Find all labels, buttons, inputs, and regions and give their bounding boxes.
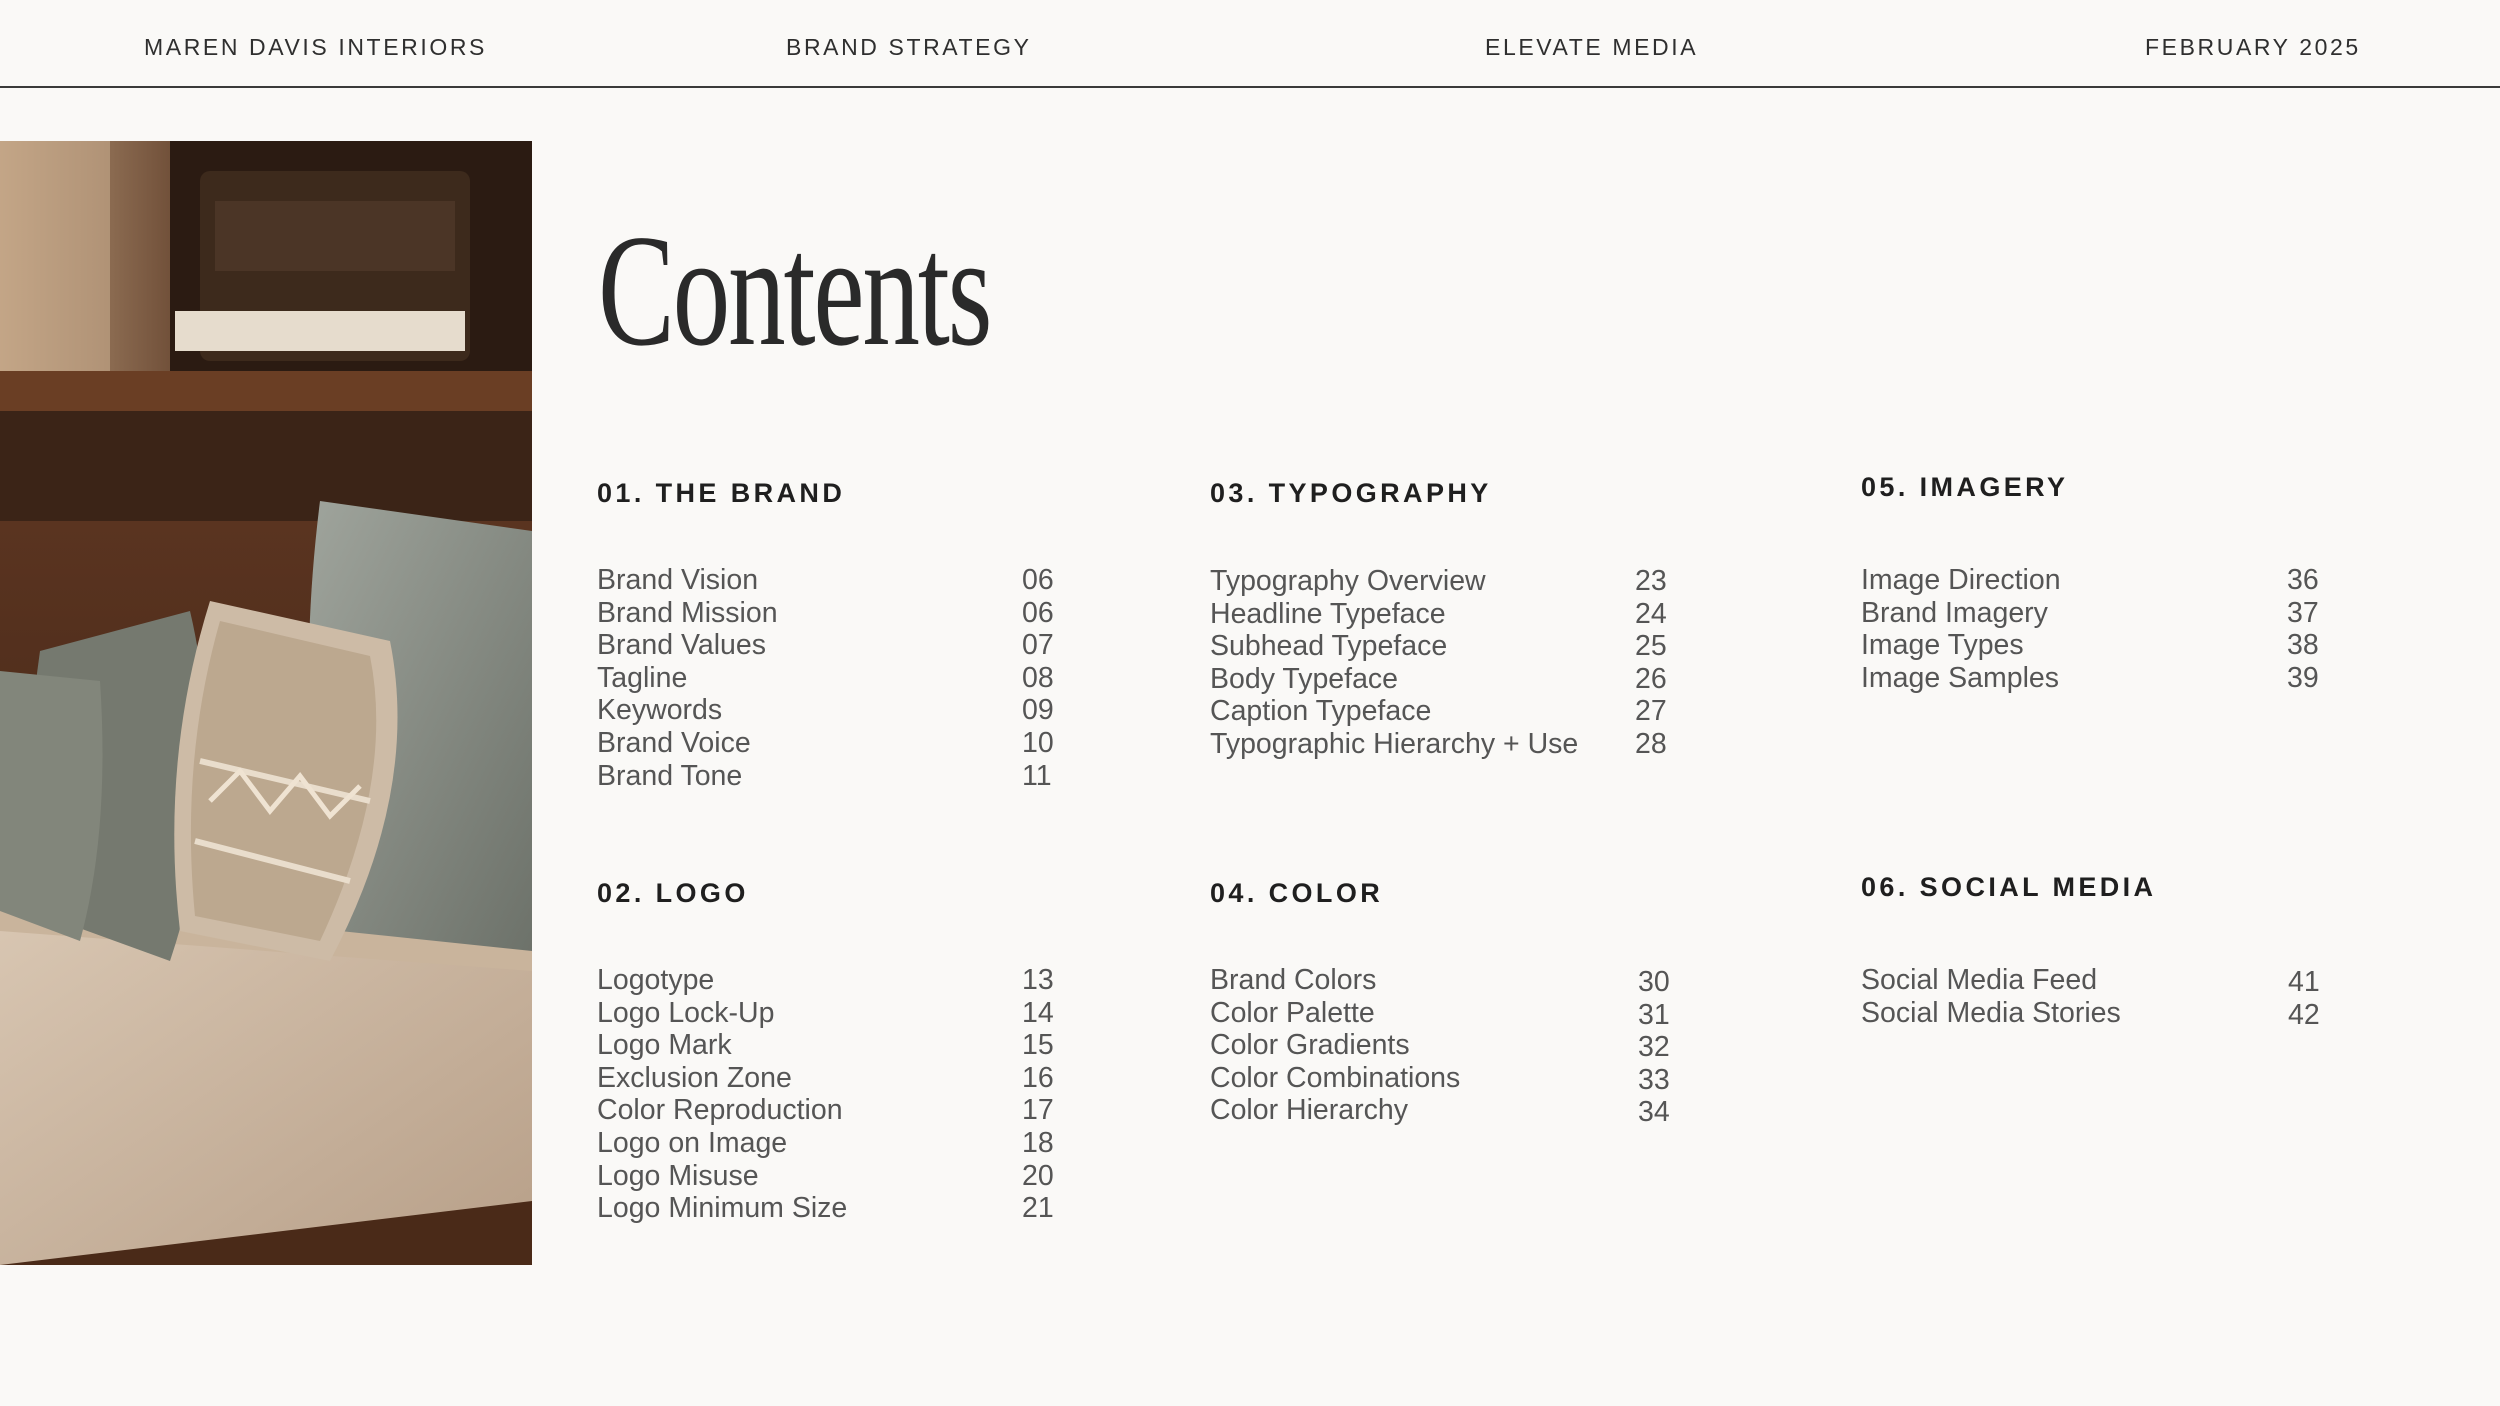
- entry-page: 07: [1022, 629, 1054, 662]
- entry-label: Brand Vision: [597, 564, 759, 596]
- entry-page: 06: [1022, 596, 1054, 629]
- entry-label: Typography Overview: [1210, 565, 1486, 597]
- entry-label: Logo Minimum Size: [597, 1192, 848, 1225]
- header-document-type: BRAND STRATEGY: [786, 34, 1032, 60]
- entry-label: Logotype: [597, 964, 715, 996]
- entry-page: 21: [1022, 1192, 1054, 1225]
- entry-label: Exclusion Zone: [597, 1061, 792, 1094]
- entry-page: 34: [1638, 1096, 1670, 1129]
- entry-label: Social Media Feed: [1861, 964, 2098, 996]
- page-title: Contents: [598, 201, 991, 379]
- entry-page: 27: [1635, 695, 1667, 728]
- entry-label: Social Media Stories: [1861, 996, 2121, 1029]
- entry-label: Brand Imagery: [1861, 596, 2048, 629]
- section-heading: 02. LOGO: [597, 878, 749, 908]
- header: [0, 0, 2500, 88]
- entry-label: Brand Mission: [597, 596, 778, 629]
- entry-label: Tagline: [597, 661, 688, 694]
- entry-page: 32: [1638, 1031, 1670, 1064]
- header-agency: ELEVATE MEDIA: [1485, 34, 1699, 60]
- entry-page: 26: [1635, 662, 1667, 695]
- entry-page: 17: [1022, 1094, 1054, 1127]
- entry-page: 41: [2288, 966, 2320, 998]
- interior-sofa-pillows-photo: [0, 141, 532, 1265]
- entry-label: Brand Tone: [597, 759, 743, 792]
- entry-page: 16: [1022, 1061, 1054, 1094]
- entry-page: 11: [1022, 759, 1052, 792]
- section-social-media: [1861, 871, 2320, 1031]
- entry-page: 33: [1638, 1063, 1670, 1096]
- entry-page: 28: [1635, 727, 1667, 760]
- section-typography: [1210, 477, 1667, 760]
- entry-page: 30: [1638, 966, 1670, 998]
- entry-label: Color Gradients: [1210, 1029, 1410, 1062]
- entry-page: 13: [1022, 964, 1054, 996]
- section-color: [1210, 877, 1670, 1129]
- entry-label: Body Typeface: [1210, 662, 1399, 695]
- section-heading: 04. COLOR: [1210, 878, 1384, 908]
- entry-page: 14: [1022, 996, 1054, 1029]
- entry-page: 10: [1022, 726, 1054, 759]
- entry-label: Logo on Image: [597, 1126, 788, 1159]
- entry-label: Image Types: [1861, 629, 2024, 662]
- entry-label: Logo Lock-Up: [597, 996, 775, 1029]
- header-date: FEBRUARY 2025: [2145, 34, 2361, 60]
- section-heading: 05. IMAGERY: [1861, 472, 2069, 502]
- header-client: MAREN DAVIS INTERIORS: [144, 34, 487, 60]
- entry-page: 42: [2288, 998, 2320, 1031]
- entry-page: 39: [2287, 661, 2319, 694]
- entry-label: Headline Typeface: [1210, 597, 1446, 630]
- entry-label: Logo Misuse: [597, 1159, 759, 1192]
- entry-page: 37: [2287, 596, 2319, 629]
- entry-page: 15: [1022, 1029, 1054, 1062]
- entry-label: Typographic Hierarchy + Use: [1210, 727, 1579, 760]
- entry-page: 25: [1635, 630, 1667, 663]
- entry-label: Color Reproduction: [597, 1094, 843, 1127]
- entry-page: 24: [1635, 597, 1667, 630]
- entry-page: 36: [2287, 564, 2319, 596]
- section-heading: 06. SOCIAL MEDIA: [1861, 872, 2157, 902]
- section-logo: [597, 877, 1054, 1225]
- section-heading: 01. THE BRAND: [597, 478, 846, 508]
- entry-label: Brand Values: [597, 629, 766, 662]
- entry-label: Image Samples: [1861, 661, 2060, 694]
- section-heading: 03. TYPOGRAPHY: [1210, 478, 1492, 508]
- entry-label: Brand Colors: [1210, 964, 1377, 996]
- entry-label: Caption Typeface: [1210, 695, 1432, 728]
- entry-label: Color Palette: [1210, 996, 1375, 1029]
- entry-page: 20: [1022, 1159, 1054, 1192]
- entry-label: Keywords: [597, 694, 723, 727]
- entry-label: Brand Voice: [597, 726, 751, 759]
- entry-page: 06: [1022, 564, 1054, 596]
- entry-page: 18: [1022, 1126, 1054, 1159]
- entry-page: 38: [2287, 629, 2319, 662]
- entry-page: 31: [1638, 998, 1670, 1031]
- entry-label: Image Direction: [1861, 564, 2061, 596]
- section-the-brand: [597, 477, 1054, 792]
- entry-page: 09: [1022, 694, 1054, 727]
- entry-label: Color Combinations: [1210, 1061, 1461, 1094]
- entry-label: Subhead Typeface: [1210, 630, 1448, 663]
- entry-page: 08: [1022, 661, 1054, 694]
- entry-page: 23: [1635, 565, 1667, 597]
- entry-label: Logo Mark: [597, 1029, 732, 1062]
- entry-label: Color Hierarchy: [1210, 1094, 1408, 1127]
- header-divider: [0, 86, 2500, 88]
- section-imagery: [1861, 471, 2319, 694]
